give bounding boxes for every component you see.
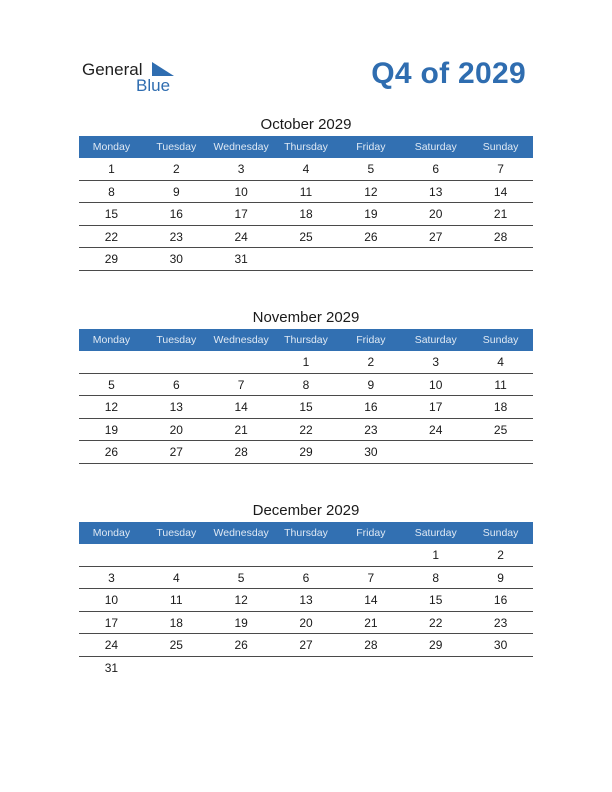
- day-cell: 5: [237, 570, 245, 585]
- day-cell: [144, 657, 209, 680]
- week-row: [79, 567, 533, 590]
- logo: [82, 58, 182, 98]
- day-cell: 16: [169, 207, 183, 221]
- day-cell: 4: [497, 355, 504, 369]
- day-cell: 4: [302, 162, 310, 176]
- day-cell: 5: [367, 162, 375, 176]
- day-cell: 9: [367, 377, 375, 392]
- day-cell: 3: [237, 162, 245, 176]
- day-cell: 26: [104, 445, 119, 459]
- day-cell: [274, 544, 339, 566]
- day-cell: 13: [169, 400, 183, 414]
- weekday-label: Wednesday: [213, 141, 269, 153]
- day-cell: 5: [108, 377, 115, 392]
- day-cell: 21: [234, 422, 248, 437]
- day-cell: [209, 544, 274, 566]
- weekday-label: Monday: [92, 334, 131, 346]
- weekday-label: Friday: [356, 141, 386, 153]
- weekday-label: Monday: [92, 141, 131, 153]
- day-cell: 25: [169, 638, 183, 652]
- day-cell: 29: [104, 252, 119, 266]
- logo-text-general: General: [82, 60, 143, 79]
- day-cell: [209, 351, 274, 373]
- day-cell: [468, 441, 533, 463]
- day-cell: 21: [364, 615, 378, 630]
- day-cell: 28: [234, 445, 248, 459]
- day-cell: 15: [429, 593, 443, 607]
- day-cell: 17: [104, 615, 119, 630]
- day-cell: 23: [364, 422, 378, 437]
- month-calendar: [79, 114, 533, 271]
- weekday-label: Sunday: [482, 141, 519, 153]
- day-cell: 20: [169, 422, 183, 437]
- day-cell: [468, 657, 533, 680]
- month-calendar: [79, 500, 533, 679]
- weekday-label: Tuesday: [156, 334, 197, 346]
- day-cell: 31: [234, 252, 248, 266]
- day-cell: [209, 657, 274, 680]
- day-cell: 23: [493, 615, 508, 630]
- day-cell: 11: [170, 593, 183, 607]
- day-cell: 14: [493, 184, 508, 199]
- logo-triangle-icon: [152, 62, 174, 76]
- day-cell: 19: [104, 422, 119, 437]
- day-cell: 18: [299, 207, 313, 221]
- day-cell: 4: [172, 570, 180, 585]
- weekday-header: [79, 522, 533, 544]
- day-cell: 11: [494, 377, 507, 392]
- weekday-label: Tuesday: [156, 141, 197, 153]
- day-cell: 6: [172, 377, 180, 392]
- week-row: [79, 181, 533, 204]
- day-cell: 23: [169, 229, 183, 244]
- day-cell: 24: [104, 638, 119, 652]
- day-cell: 8: [108, 184, 115, 199]
- weekday-header: [79, 329, 533, 351]
- day-cell: 10: [234, 184, 248, 199]
- day-cell: 29: [299, 445, 313, 459]
- day-cell: 17: [429, 400, 443, 414]
- day-cell: 8: [302, 377, 310, 392]
- day-cell: 3: [432, 355, 440, 369]
- day-cell: 19: [234, 615, 248, 630]
- day-cell: 29: [429, 638, 443, 652]
- weekday-label: Thursday: [284, 141, 328, 153]
- day-cell: 12: [104, 400, 119, 414]
- day-cell: [338, 248, 403, 270]
- day-cell: 13: [429, 184, 443, 199]
- weekday-label: Thursday: [284, 527, 328, 539]
- day-cell: 31: [104, 660, 119, 675]
- day-cell: 6: [432, 162, 440, 176]
- week-row: [79, 248, 533, 271]
- weekday-header: [79, 136, 533, 158]
- week-row: [79, 612, 533, 635]
- day-cell: 12: [234, 593, 248, 607]
- weekday-label: Thursday: [284, 334, 328, 346]
- day-cell: [274, 248, 339, 270]
- weekday-label: Sunday: [482, 527, 519, 539]
- day-cell: 14: [234, 400, 248, 414]
- day-cell: [79, 351, 144, 373]
- day-cell: [403, 441, 468, 463]
- day-cell: 30: [364, 445, 378, 459]
- week-row: [79, 419, 533, 442]
- day-cell: 14: [364, 593, 378, 607]
- weekday-label: Sunday: [482, 334, 519, 346]
- day-cell: 19: [364, 207, 378, 221]
- day-cell: 16: [364, 400, 378, 414]
- month-title: December 2029: [252, 502, 360, 519]
- week-row: [79, 158, 533, 181]
- day-cell: 30: [169, 252, 183, 266]
- weekday-label: Saturday: [414, 527, 457, 539]
- day-cell: 18: [169, 615, 183, 630]
- day-cell: 2: [367, 355, 375, 369]
- weekday-label: Friday: [356, 527, 386, 539]
- day-cell: 24: [234, 229, 248, 244]
- month-title: November 2029: [252, 309, 360, 326]
- day-cell: 7: [237, 377, 245, 392]
- day-cell: 1: [302, 355, 310, 369]
- weekday-label: Wednesday: [213, 527, 269, 539]
- day-cell: 20: [429, 207, 443, 221]
- day-cell: [144, 544, 209, 566]
- day-cell: 15: [299, 400, 313, 414]
- day-cell: 10: [104, 593, 119, 607]
- day-cell: 18: [493, 400, 508, 414]
- day-cell: [338, 544, 403, 566]
- day-cell: 26: [364, 229, 378, 244]
- weekday-label: Saturday: [414, 141, 457, 153]
- weekday-label: Wednesday: [213, 334, 269, 346]
- day-cell: 25: [493, 422, 508, 437]
- day-cell: 3: [108, 570, 115, 585]
- day-cell: [468, 248, 533, 270]
- day-cell: 7: [497, 162, 504, 176]
- day-cell: [79, 544, 144, 566]
- day-cell: 24: [429, 422, 443, 437]
- day-cell: 2: [172, 162, 180, 176]
- day-cell: 13: [299, 593, 313, 607]
- month-calendar: [79, 307, 533, 464]
- page-title: Q4 of 2029: [371, 57, 526, 90]
- day-cell: 21: [493, 207, 508, 221]
- week-row: [79, 589, 533, 612]
- week-row: [79, 657, 533, 680]
- day-cell: 27: [169, 445, 183, 459]
- week-row: [79, 544, 533, 567]
- day-cell: [403, 657, 468, 680]
- week-row: [79, 396, 533, 419]
- month-title: October 2029: [260, 116, 352, 133]
- day-cell: 1: [108, 162, 115, 176]
- day-cell: 27: [429, 229, 443, 244]
- day-cell: 9: [497, 570, 504, 585]
- week-row: [79, 374, 533, 397]
- day-cell: [274, 657, 339, 680]
- day-cell: 22: [104, 229, 119, 244]
- weekday-label: Tuesday: [156, 527, 197, 539]
- day-cell: 7: [367, 570, 375, 585]
- weekday-label: Saturday: [414, 334, 457, 346]
- day-cell: 27: [299, 638, 313, 652]
- weekday-label: Friday: [356, 334, 386, 346]
- week-row: [79, 441, 533, 464]
- week-row: [79, 203, 533, 226]
- day-cell: 10: [429, 377, 443, 392]
- day-cell: [144, 351, 209, 373]
- day-cell: 6: [302, 570, 310, 585]
- day-cell: 25: [299, 229, 313, 244]
- day-cell: 15: [104, 207, 119, 221]
- day-cell: 22: [429, 615, 443, 630]
- day-cell: 2: [497, 548, 504, 562]
- week-row: [79, 634, 533, 657]
- day-cell: 8: [432, 570, 440, 585]
- day-cell: 12: [364, 184, 378, 199]
- day-cell: 28: [493, 229, 508, 244]
- day-cell: 26: [234, 638, 248, 652]
- logo-text-blue: Blue: [136, 76, 171, 95]
- week-row: [79, 226, 533, 249]
- day-cell: 1: [432, 548, 440, 562]
- week-row: [79, 351, 533, 374]
- weekday-label: Monday: [92, 527, 131, 539]
- day-cell: [338, 657, 403, 680]
- day-cell: 30: [493, 638, 508, 652]
- day-cell: 22: [299, 422, 313, 437]
- day-cell: 17: [234, 207, 248, 221]
- day-cell: 9: [172, 184, 180, 199]
- day-cell: 28: [364, 638, 378, 652]
- day-cell: 11: [299, 184, 313, 199]
- day-cell: [403, 248, 468, 270]
- day-cell: 20: [299, 615, 313, 630]
- day-cell: 16: [493, 593, 508, 607]
